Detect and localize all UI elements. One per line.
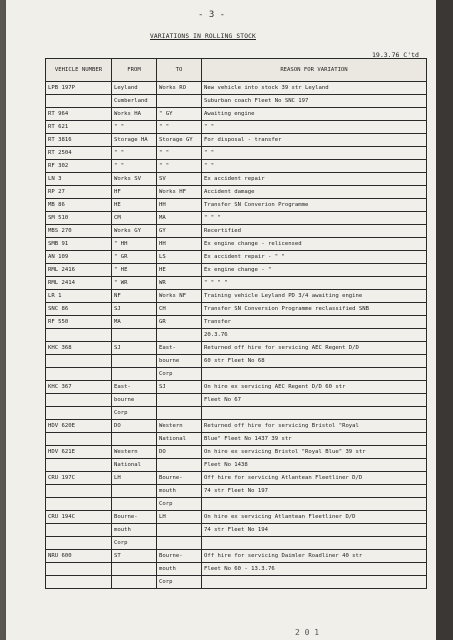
to-cell: GR (157, 316, 202, 329)
to-cell: National (157, 433, 202, 446)
reason-cell: Accident damage (202, 186, 427, 199)
table-row (46, 407, 427, 420)
from-cell (112, 329, 157, 342)
table-row (46, 316, 427, 329)
table-row (46, 537, 427, 550)
table-row (46, 524, 427, 537)
from-cell: " HH (112, 238, 157, 251)
reason-cell: " " (202, 160, 427, 173)
table-row (46, 199, 427, 212)
to-cell: Works RO (157, 82, 202, 95)
reason-cell: " " (202, 147, 427, 160)
to-cell: DO (157, 446, 202, 459)
from-cell: bourne (112, 394, 157, 407)
from-cell: " " (112, 160, 157, 173)
vehicle-number-cell: SMB 91 (46, 238, 112, 251)
page-edge (436, 0, 453, 640)
vehicle-number-cell: RT 2504 (46, 147, 112, 160)
reason-cell: Awaiting engine (202, 108, 427, 121)
table-row (46, 576, 427, 589)
table-row (46, 147, 427, 160)
from-cell (112, 433, 157, 446)
from-cell: Leyland (112, 82, 157, 95)
table-row (46, 160, 427, 173)
to-cell: CH (157, 303, 202, 316)
to-cell: GY (157, 225, 202, 238)
reason-cell: On hire ex servicing AEC Regent D/D 60 str (202, 381, 427, 394)
table-row (46, 134, 427, 147)
to-cell: HH (157, 238, 202, 251)
to-cell: " GY (157, 108, 202, 121)
from-cell: East- (112, 381, 157, 394)
vehicle-number-cell: CRU 197C (46, 472, 112, 485)
vehicle-number-cell (46, 433, 112, 446)
from-cell: Western (112, 446, 157, 459)
table-row (46, 355, 427, 368)
from-cell: SJ (112, 303, 157, 316)
table-row (46, 550, 427, 563)
vehicle-number-cell (46, 498, 112, 511)
to-cell: East- (157, 342, 202, 355)
to-cell: WR (157, 277, 202, 290)
table-row (46, 173, 427, 186)
from-cell (112, 498, 157, 511)
to-cell: SJ (157, 381, 202, 394)
table-row (46, 264, 427, 277)
vehicle-number-cell: LN 3 (46, 173, 112, 186)
from-cell: HE (112, 199, 157, 212)
to-cell: Western (157, 420, 202, 433)
from-cell: " GR (112, 251, 157, 264)
from-cell: ST (112, 550, 157, 563)
vehicle-number-cell (46, 576, 112, 589)
vehicle-number-cell (46, 394, 112, 407)
table-row (46, 446, 427, 459)
from-cell: SJ (112, 342, 157, 355)
vehicle-number-cell: NRU 600 (46, 550, 112, 563)
vehicle-number-cell: HDV 620E (46, 420, 112, 433)
vehicle-number-cell: RML 2414 (46, 277, 112, 290)
from-cell: " WR (112, 277, 157, 290)
vehicle-number-cell: RML 2416 (46, 264, 112, 277)
vehicle-number-cell (46, 95, 112, 108)
from-cell: CM (112, 212, 157, 225)
vehicle-number-cell: SNC 86 (46, 303, 112, 316)
col-header-from: FROM (112, 59, 157, 82)
reason-cell: Returned off hire for servicing AEC Regent D/D (202, 342, 427, 355)
table-row (46, 511, 427, 524)
to-cell: Corp (157, 368, 202, 381)
reason-cell: Off hire for servicing Daimler Roadliner 40 str (202, 550, 427, 563)
to-cell: Bourne- (157, 550, 202, 563)
from-cell: DO (112, 420, 157, 433)
vehicle-number-cell (46, 537, 112, 550)
reason-cell: Fleet No 67 (202, 394, 427, 407)
reason-cell: 74 str Fleet No 197 (202, 485, 427, 498)
to-cell: SV (157, 173, 202, 186)
from-cell: Corp (112, 537, 157, 550)
col-header-reason: REASON FOR VARIATION (202, 59, 427, 82)
reason-cell (202, 407, 427, 420)
from-cell (112, 576, 157, 589)
table-row (46, 498, 427, 511)
vehicle-number-cell: RP 27 (46, 186, 112, 199)
to-cell: " " (157, 160, 202, 173)
reason-cell: On hire ex servicing Atlantean Fleetliner D/D (202, 511, 427, 524)
vehicle-number-cell: RT 964 (46, 108, 112, 121)
reason-cell: Ex engine change - " (202, 264, 427, 277)
bottom-handwritten-mark: 2 0 1 (295, 628, 320, 637)
reason-cell: New vehicle into stock 39 str Leyland (202, 82, 427, 95)
table-row (46, 342, 427, 355)
vehicle-number-cell: RT 621 (46, 121, 112, 134)
from-cell: " HE (112, 264, 157, 277)
to-cell: MA (157, 212, 202, 225)
from-cell: " " (112, 147, 157, 160)
table-body (46, 82, 427, 589)
from-cell: National (112, 459, 157, 472)
from-cell: Corp (112, 407, 157, 420)
reason-cell: Transfer (202, 316, 427, 329)
to-cell (157, 537, 202, 550)
to-cell: Storage GY (157, 134, 202, 147)
vehicle-number-cell: MBS 270 (46, 225, 112, 238)
reason-cell: Fleet No 60 - 13.3.76 (202, 563, 427, 576)
to-cell: HH (157, 199, 202, 212)
vehicle-number-cell (46, 459, 112, 472)
reason-cell (202, 368, 427, 381)
vehicle-number-cell: MB 86 (46, 199, 112, 212)
table-row (46, 82, 427, 95)
to-cell: bourne (157, 355, 202, 368)
from-cell: Cumberland (112, 95, 157, 108)
vehicle-number-cell: AN 109 (46, 251, 112, 264)
table-row (46, 212, 427, 225)
table-row (46, 563, 427, 576)
table-row (46, 381, 427, 394)
table-row (46, 433, 427, 446)
table-header-row (46, 59, 427, 82)
to-cell: Corp (157, 576, 202, 589)
col-header-to: TO (157, 59, 202, 82)
reason-cell: 20.3.76 (202, 329, 427, 342)
reason-cell: Ex accident repair (202, 173, 427, 186)
table-row (46, 472, 427, 485)
to-cell: " " (157, 121, 202, 134)
from-cell: HF (112, 186, 157, 199)
table-row (46, 459, 427, 472)
table-row (46, 329, 427, 342)
reason-cell: " " " (202, 212, 427, 225)
vehicle-number-cell (46, 329, 112, 342)
reason-cell (202, 576, 427, 589)
reason-cell: Training vehicle Leyland PD 3/4 awaiting engine (202, 290, 427, 303)
vehicle-number-cell: CRU 194C (46, 511, 112, 524)
vehicle-number-cell: RF 550 (46, 316, 112, 329)
table-row (46, 290, 427, 303)
reason-cell: Transfer SN Conversion Programme reclassified SNB (202, 303, 427, 316)
from-cell: mouth (112, 524, 157, 537)
vehicle-number-cell (46, 368, 112, 381)
document-title: VARIATIONS IN ROLLING STOCK (150, 33, 256, 40)
document-date: 19.3.76 C'td (372, 51, 419, 59)
page-number: - 3 - (198, 10, 226, 20)
table-row (46, 186, 427, 199)
vehicle-number-cell (46, 355, 112, 368)
vehicle-number-cell: RF 302 (46, 160, 112, 173)
to-cell: Corp (157, 498, 202, 511)
vehicle-number-cell: KHC 368 (46, 342, 112, 355)
table-row (46, 420, 427, 433)
reason-cell: Ex engine change - relicensed (202, 238, 427, 251)
table-row (46, 108, 427, 121)
reason-cell: On hire ex servicing Bristol "Royal Blue" 39 str (202, 446, 427, 459)
table-row (46, 238, 427, 251)
from-cell: LH (112, 472, 157, 485)
table-row (46, 485, 427, 498)
reason-cell: Transfer SN Converion Programme (202, 199, 427, 212)
reason-cell: 74 str Fleet No 194 (202, 524, 427, 537)
table-row (46, 303, 427, 316)
from-cell: Works HA (112, 108, 157, 121)
from-cell: " " (112, 121, 157, 134)
table-row (46, 277, 427, 290)
to-cell: Bourne- (157, 472, 202, 485)
to-cell (157, 459, 202, 472)
reason-cell: Suburban coach Fleet No SNC 197 (202, 95, 427, 108)
from-cell: Works SV (112, 173, 157, 186)
reason-cell: " " (202, 121, 427, 134)
from-cell: Works GY (112, 225, 157, 238)
reason-cell: Returned off hire for servicing Bristol "Royal (202, 420, 427, 433)
to-cell: LS (157, 251, 202, 264)
to-cell (157, 95, 202, 108)
table-row (46, 121, 427, 134)
vehicle-number-cell: RT 3816 (46, 134, 112, 147)
table-row (46, 225, 427, 238)
from-cell (112, 368, 157, 381)
reason-cell: Off hire for servicing Atlantean Fleetliner D/D (202, 472, 427, 485)
reason-cell (202, 537, 427, 550)
vehicle-number-cell: KHC 367 (46, 381, 112, 394)
to-cell (157, 329, 202, 342)
to-cell: mouth (157, 485, 202, 498)
from-cell (112, 563, 157, 576)
reason-cell: 60 str Fleet No 68 (202, 355, 427, 368)
from-cell (112, 355, 157, 368)
vehicle-number-cell (46, 407, 112, 420)
from-cell: NF (112, 290, 157, 303)
table-row (46, 95, 427, 108)
col-header-vehicle: VEHICLE NUMBER (46, 59, 112, 82)
vehicle-number-cell (46, 485, 112, 498)
to-cell: mouth (157, 563, 202, 576)
from-cell: Storage HA (112, 134, 157, 147)
table-row (46, 251, 427, 264)
to-cell: Works NF (157, 290, 202, 303)
reason-cell: Blue" Fleet No 1437 39 str (202, 433, 427, 446)
vehicle-number-cell (46, 524, 112, 537)
to-cell (157, 524, 202, 537)
reason-cell: Fleet No 1438 (202, 459, 427, 472)
table-row (46, 394, 427, 407)
vehicle-number-cell: LR 1 (46, 290, 112, 303)
from-cell: MA (112, 316, 157, 329)
reason-cell: Recertified (202, 225, 427, 238)
from-cell: Bourne- (112, 511, 157, 524)
vehicle-number-cell (46, 563, 112, 576)
reason-cell: For disposal - transfer (202, 134, 427, 147)
to-cell: Works HF (157, 186, 202, 199)
to-cell: " " (157, 147, 202, 160)
vehicle-number-cell: HDV 621E (46, 446, 112, 459)
vehicle-number-cell: SM 510 (46, 212, 112, 225)
to-cell (157, 394, 202, 407)
reason-cell: " " " " (202, 277, 427, 290)
table-row (46, 368, 427, 381)
reason-cell: Ex accident repair - " " (202, 251, 427, 264)
variations-table (45, 58, 427, 589)
reason-cell (202, 498, 427, 511)
to-cell: HE (157, 264, 202, 277)
vehicle-number-cell: LPB 197P (46, 82, 112, 95)
from-cell (112, 485, 157, 498)
to-cell: LH (157, 511, 202, 524)
to-cell (157, 407, 202, 420)
